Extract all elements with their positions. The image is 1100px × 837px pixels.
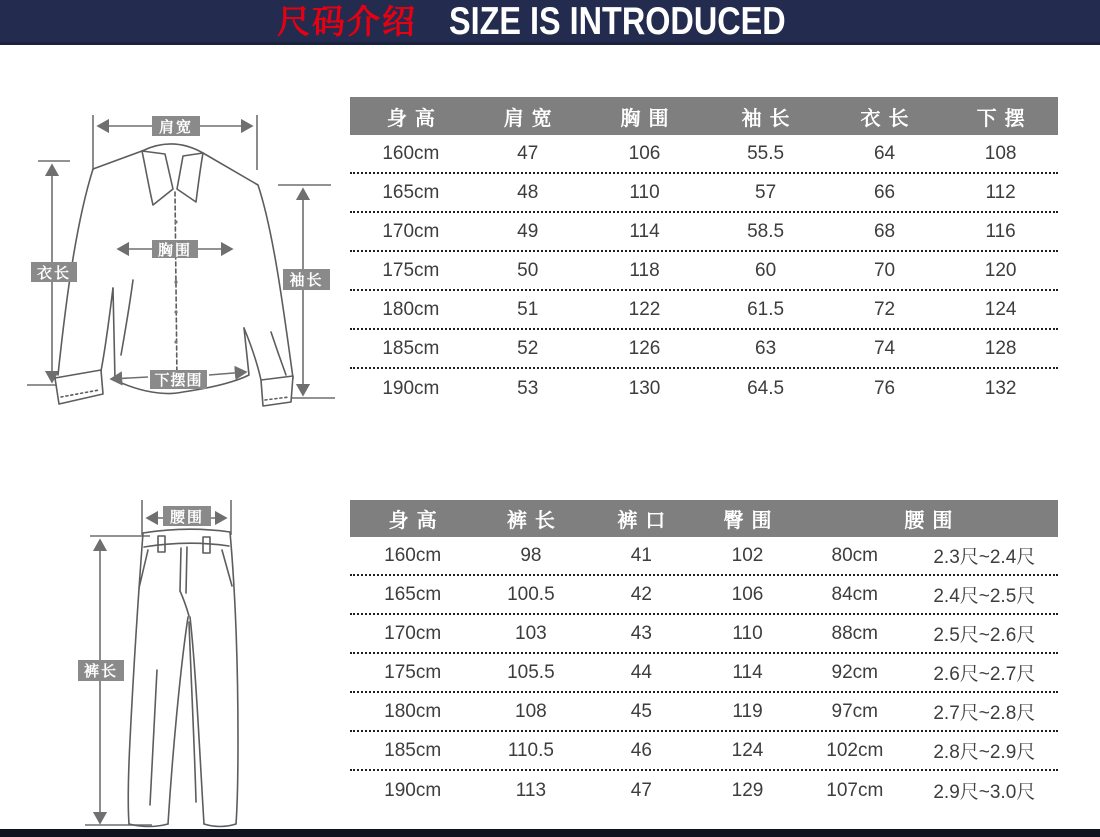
- shirt-size-table: [350, 97, 1058, 408]
- table-cell: 119: [732, 700, 763, 722]
- table-row: [350, 537, 1058, 576]
- table-cell: 50: [517, 259, 539, 281]
- table-cell: 53: [517, 377, 539, 399]
- table-cell: 44: [630, 661, 652, 683]
- table-row: [350, 576, 1058, 615]
- table-cell: 47: [517, 142, 539, 164]
- table-cell: 116: [985, 220, 1016, 242]
- table-cell: 41: [630, 544, 652, 566]
- table-cell: 185cm: [382, 337, 440, 359]
- table-cell: 110: [732, 622, 763, 644]
- table-cell: 175cm: [382, 259, 440, 281]
- bottom-divider-bar: [0, 829, 1100, 837]
- table-cell: 97cm: [831, 700, 878, 722]
- table-cell: 180cm: [384, 700, 442, 722]
- table-cell: 122: [628, 298, 661, 320]
- table-cell: 60: [755, 259, 777, 281]
- table-cell: 113: [515, 779, 547, 801]
- table-cell: 102: [731, 544, 764, 566]
- table-cell: 58.5: [747, 220, 785, 242]
- table-cell: 55.5: [747, 142, 785, 164]
- table-cell: 2.7尺~2.8尺: [933, 703, 1036, 724]
- pants-table-body: [350, 537, 1058, 810]
- page-title-english: SIZE IS INTRODUCED: [448, 0, 786, 43]
- table-cell: 76: [873, 377, 896, 399]
- table-cell: 185cm: [384, 739, 442, 761]
- table-row: [350, 291, 1058, 330]
- table-cell: 80cm: [831, 544, 878, 566]
- table-cell: 165cm: [382, 181, 440, 203]
- table-cell: 105.5: [507, 661, 555, 683]
- pants-size-table: [350, 500, 1058, 810]
- shirt-table-header-row: [350, 97, 1058, 135]
- table-cell: 46: [630, 739, 652, 761]
- table-cell: 63: [755, 337, 777, 359]
- table-cell: 51: [517, 298, 539, 320]
- table-row: [350, 330, 1058, 369]
- table-cell: 165cm: [384, 583, 442, 605]
- table-cell: 2.4尺~2.5尺: [933, 586, 1036, 607]
- hem-label: 下摆围: [150, 370, 207, 389]
- chest-label: 胸围: [152, 240, 198, 258]
- table-cell: 47: [630, 779, 652, 801]
- table-cell: 120: [984, 259, 1017, 281]
- table-cell: 2.5尺~2.6尺: [933, 625, 1036, 646]
- pants-table-header-row: [350, 500, 1058, 537]
- table-cell: 42: [630, 583, 652, 605]
- garment-length-label: 衣长: [31, 262, 77, 282]
- pants-col-header-length: 裤长: [506, 510, 563, 532]
- table-cell: 160cm: [382, 142, 440, 164]
- table-cell: 64: [873, 142, 896, 164]
- table-cell: 45: [630, 700, 652, 722]
- table-cell: 128: [984, 337, 1017, 359]
- table-cell: 68: [873, 220, 896, 242]
- shirt-table-body: [350, 135, 1058, 408]
- table-row: [350, 693, 1058, 732]
- sleeve-length-label: 袖长: [283, 269, 330, 290]
- table-row: [350, 654, 1058, 693]
- table-cell: 124: [984, 298, 1017, 320]
- pants-drawing: [60, 480, 300, 830]
- table-cell: 74: [873, 337, 896, 359]
- table-row: [350, 369, 1058, 408]
- table-cell: 190cm: [384, 779, 442, 801]
- table-cell: 84cm: [831, 583, 878, 605]
- shirt-col-header-hem: 下摆: [976, 107, 1033, 130]
- shirt-col-header-sleeve: 袖长: [741, 107, 798, 130]
- table-cell: 72: [873, 298, 896, 320]
- table-cell: 129: [731, 779, 764, 801]
- table-cell: 132: [984, 377, 1017, 399]
- table-cell: 2.6尺~2.7尺: [933, 664, 1036, 685]
- table-row: [350, 771, 1058, 810]
- table-cell: 48: [517, 181, 539, 203]
- table-cell: 110.5: [507, 739, 554, 761]
- table-cell: 2.8尺~2.9尺: [933, 742, 1036, 763]
- pants-col-header-legopening: 裤口: [617, 510, 674, 532]
- table-cell: 106: [731, 583, 764, 605]
- table-cell: 98: [520, 544, 542, 566]
- table-cell: 190cm: [382, 377, 440, 399]
- table-cell: 180cm: [382, 298, 440, 320]
- table-cell: 88cm: [831, 622, 878, 644]
- table-cell: 114: [629, 220, 660, 242]
- table-cell: 118: [629, 259, 660, 281]
- table-cell: 92cm: [831, 661, 878, 683]
- table-cell: 64.5: [747, 377, 785, 399]
- table-cell: 110: [629, 181, 660, 203]
- table-cell: 170cm: [384, 622, 442, 644]
- pants-col-header-hip: 臀围: [723, 510, 780, 532]
- table-cell: 170cm: [382, 220, 440, 242]
- page-title-chinese: 尺码介绍: [276, 2, 417, 40]
- table-cell: 107cm: [826, 779, 884, 801]
- table-cell: 102cm: [826, 739, 884, 761]
- table-cell: 175cm: [384, 661, 442, 683]
- table-cell: 112: [985, 181, 1016, 203]
- table-row: [350, 252, 1058, 291]
- table-cell: 52: [517, 337, 539, 359]
- shirt-col-header-height: 身高: [386, 107, 443, 130]
- shirt-col-header-shoulder: 肩宽: [503, 107, 560, 130]
- table-row: [350, 135, 1058, 174]
- table-cell: 2.3尺~2.4尺: [933, 547, 1036, 568]
- pants-col-header-waist: 腰围: [904, 510, 961, 532]
- shirt-col-header-length: 衣长: [860, 107, 917, 130]
- table-cell: 43: [630, 622, 652, 644]
- pants-col-header-height: 身高: [388, 510, 445, 532]
- table-cell: 49: [517, 220, 539, 242]
- table-cell: 2.9尺~3.0尺: [933, 782, 1036, 803]
- table-cell: 114: [732, 661, 763, 683]
- table-cell: 108: [984, 142, 1017, 164]
- table-cell: 61.5: [747, 298, 785, 320]
- table-row: [350, 615, 1058, 654]
- shirt-col-header-chest: 胸围: [620, 107, 677, 130]
- table-row: [350, 732, 1058, 771]
- table-cell: 160cm: [384, 544, 442, 566]
- table-cell: 70: [873, 259, 896, 281]
- table-row: [350, 213, 1058, 252]
- banner: [0, 0, 1100, 45]
- table-cell: 100.5: [507, 583, 555, 605]
- table-row: [350, 174, 1058, 213]
- table-cell: 130: [628, 377, 661, 399]
- pant-length-label: 裤长: [78, 660, 124, 681]
- table-cell: 57: [755, 181, 777, 203]
- table-cell: 126: [628, 337, 661, 359]
- table-cell: 66: [873, 181, 896, 203]
- shoulder-width-label: 肩宽: [152, 116, 200, 136]
- table-cell: 106: [628, 142, 661, 164]
- table-cell: 108: [515, 700, 547, 722]
- table-cell: 124: [731, 739, 764, 761]
- waist-label: 腰围: [163, 506, 211, 526]
- table-cell: 103: [515, 622, 547, 644]
